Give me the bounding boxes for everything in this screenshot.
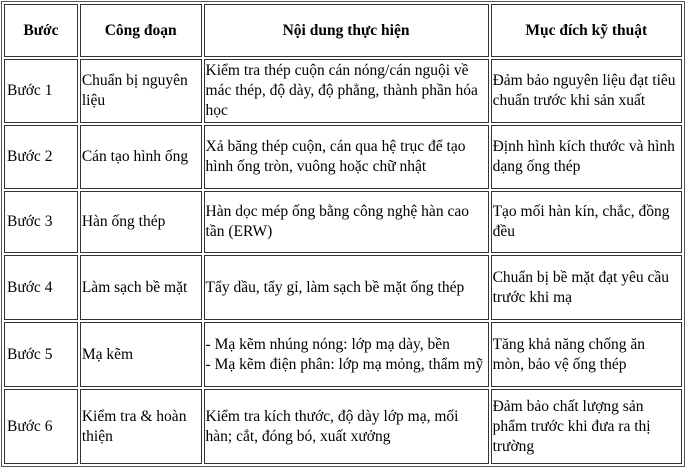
content-line: - Mạ kẽm nhúng nóng: lớp mạ dày, bền xyxy=(205,335,450,353)
content-cell: Kiểm tra kích thước, độ dày lớp mạ, mối hàn; cắt, đóng bó, xuất xưởng xyxy=(204,389,489,464)
header-row xyxy=(4,4,682,57)
stage-cell: Hàn ống thép xyxy=(80,191,202,253)
table-row xyxy=(4,389,682,464)
header-step: Bước xyxy=(4,4,78,57)
step-cell: Bước 5 xyxy=(4,322,78,387)
table-row xyxy=(4,322,682,387)
table-row xyxy=(4,191,682,253)
step-cell: Bước 3 xyxy=(4,191,78,253)
purpose-cell: Tăng khả năng chống ăn mòn, bảo vệ ống thép xyxy=(491,322,682,387)
table-row xyxy=(4,255,682,320)
stage-cell: Kiểm tra & hoàn thiện xyxy=(80,389,202,464)
header-content: Nội dung thực hiện xyxy=(204,4,489,57)
stage-cell: Cán tạo hình ống xyxy=(80,125,202,189)
content-cell: Hàn dọc mép ống bằng công nghệ hàn cao tần (ERW) xyxy=(204,191,489,253)
step-cell: Bước 2 xyxy=(4,125,78,189)
table-row xyxy=(4,125,682,189)
content-line: - Mạ kẽm điện phân: lớp mạ mỏng, thẩm mỹ xyxy=(205,355,484,373)
stage-cell: Mạ kẽm xyxy=(80,322,202,387)
table-row xyxy=(4,59,682,123)
purpose-cell: Đảm bảo chất lượng sản phẩm trước khi đưa ra thị trường xyxy=(491,389,682,464)
step-cell: Bước 6 xyxy=(4,389,78,464)
step-cell: Bước 1 xyxy=(4,59,78,123)
process-table xyxy=(1,1,685,467)
purpose-cell: Chuẩn bị bề mặt đạt yêu cầu trước khi mạ xyxy=(491,255,682,320)
purpose-cell: Tạo mối hàn kín, chắc, đồng đều xyxy=(491,191,682,253)
content-cell xyxy=(204,322,489,387)
content-cell: Kiểm tra thép cuộn cán nóng/cán nguội về mác thép, độ dày, độ phẳng, thành phần hóa học xyxy=(204,59,489,123)
purpose-cell: Đảm bảo nguyên liệu đạt tiêu chuẩn trước khi sản xuất xyxy=(491,59,682,123)
content-cell: Xả băng thép cuộn, cán qua hệ trục để tạo hình ống tròn, vuông hoặc chữ nhật xyxy=(204,125,489,189)
step-cell: Bước 4 xyxy=(4,255,78,320)
header-stage: Công đoạn xyxy=(80,4,202,57)
stage-cell: Làm sạch bề mặt xyxy=(80,255,202,320)
purpose-cell: Định hình kích thước và hình dạng ống thép xyxy=(491,125,682,189)
stage-cell: Chuẩn bị nguyên liệu xyxy=(80,59,202,123)
content-cell: Tẩy dầu, tẩy gỉ, làm sạch bề mặt ống thép xyxy=(204,255,489,320)
header-purpose: Mục đích kỹ thuật xyxy=(491,4,682,57)
